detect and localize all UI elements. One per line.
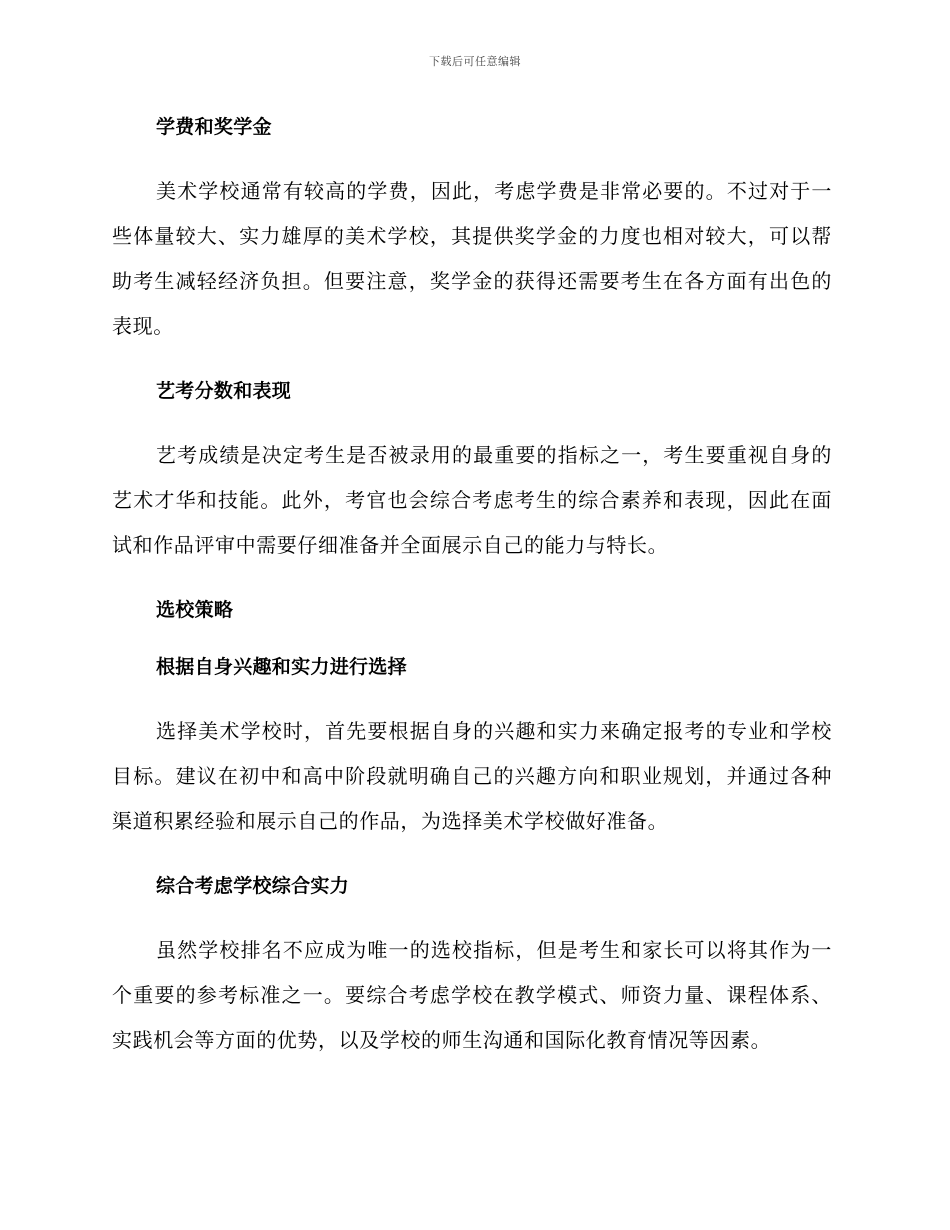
section-heading-overall-strength: 综合考虑学校综合实力 <box>156 875 350 897</box>
header-note: 下载后可任意编辑 <box>429 55 521 68</box>
document-body <box>112 112 832 1063</box>
section-paragraph-interest: 选择美术学校时，首先要根据自身的兴趣和实力来确定报考的专业和学校目标。建议在初中和高中阶段就明确自己的兴趣方向和职业规划，并通过各种渠道积累经验和展示自己的作品，为选择美术学校做好准备。 <box>112 719 832 833</box>
section-heading-tuition: 学费和奖学金 <box>156 116 272 138</box>
section-heading-strategy: 选校策略 <box>156 599 234 621</box>
section-paragraph-exam-score: 艺考成绩是决定考生是否被录用的最重要的指标之一，考生要重视自身的艺术才华和技能。此外，考官也会综合考虑考生的综合素养和表现，因此在面试和作品评审中需要仔细准备并全面展示自己的能力与特长。 <box>112 443 832 557</box>
section-paragraph-overall-strength: 虽然学校排名不应成为唯一的选校指标，但是考生和家长可以将其作为一个重要的参考标准之一。要综合考虑学校在教学模式、师资力量、课程体系、实践机会等方面的优势，以及学校的师生沟通和国际化教育情况等因素。 <box>112 938 832 1052</box>
section-paragraph-tuition: 美术学校通常有较高的学费，因此，考虑学费是非常必要的。不过对于一些体量较大、实力雄厚的美术学校，其提供奖学金的力度也相对较大，可以帮助考生减轻经济负担。但要注意，奖学金的获得还需要考生在各方面有出色的表现。 <box>112 179 832 338</box>
section-heading-exam-score: 艺考分数和表现 <box>156 380 292 402</box>
section-heading-interest: 根据自身兴趣和实力进行选择 <box>156 656 407 678</box>
